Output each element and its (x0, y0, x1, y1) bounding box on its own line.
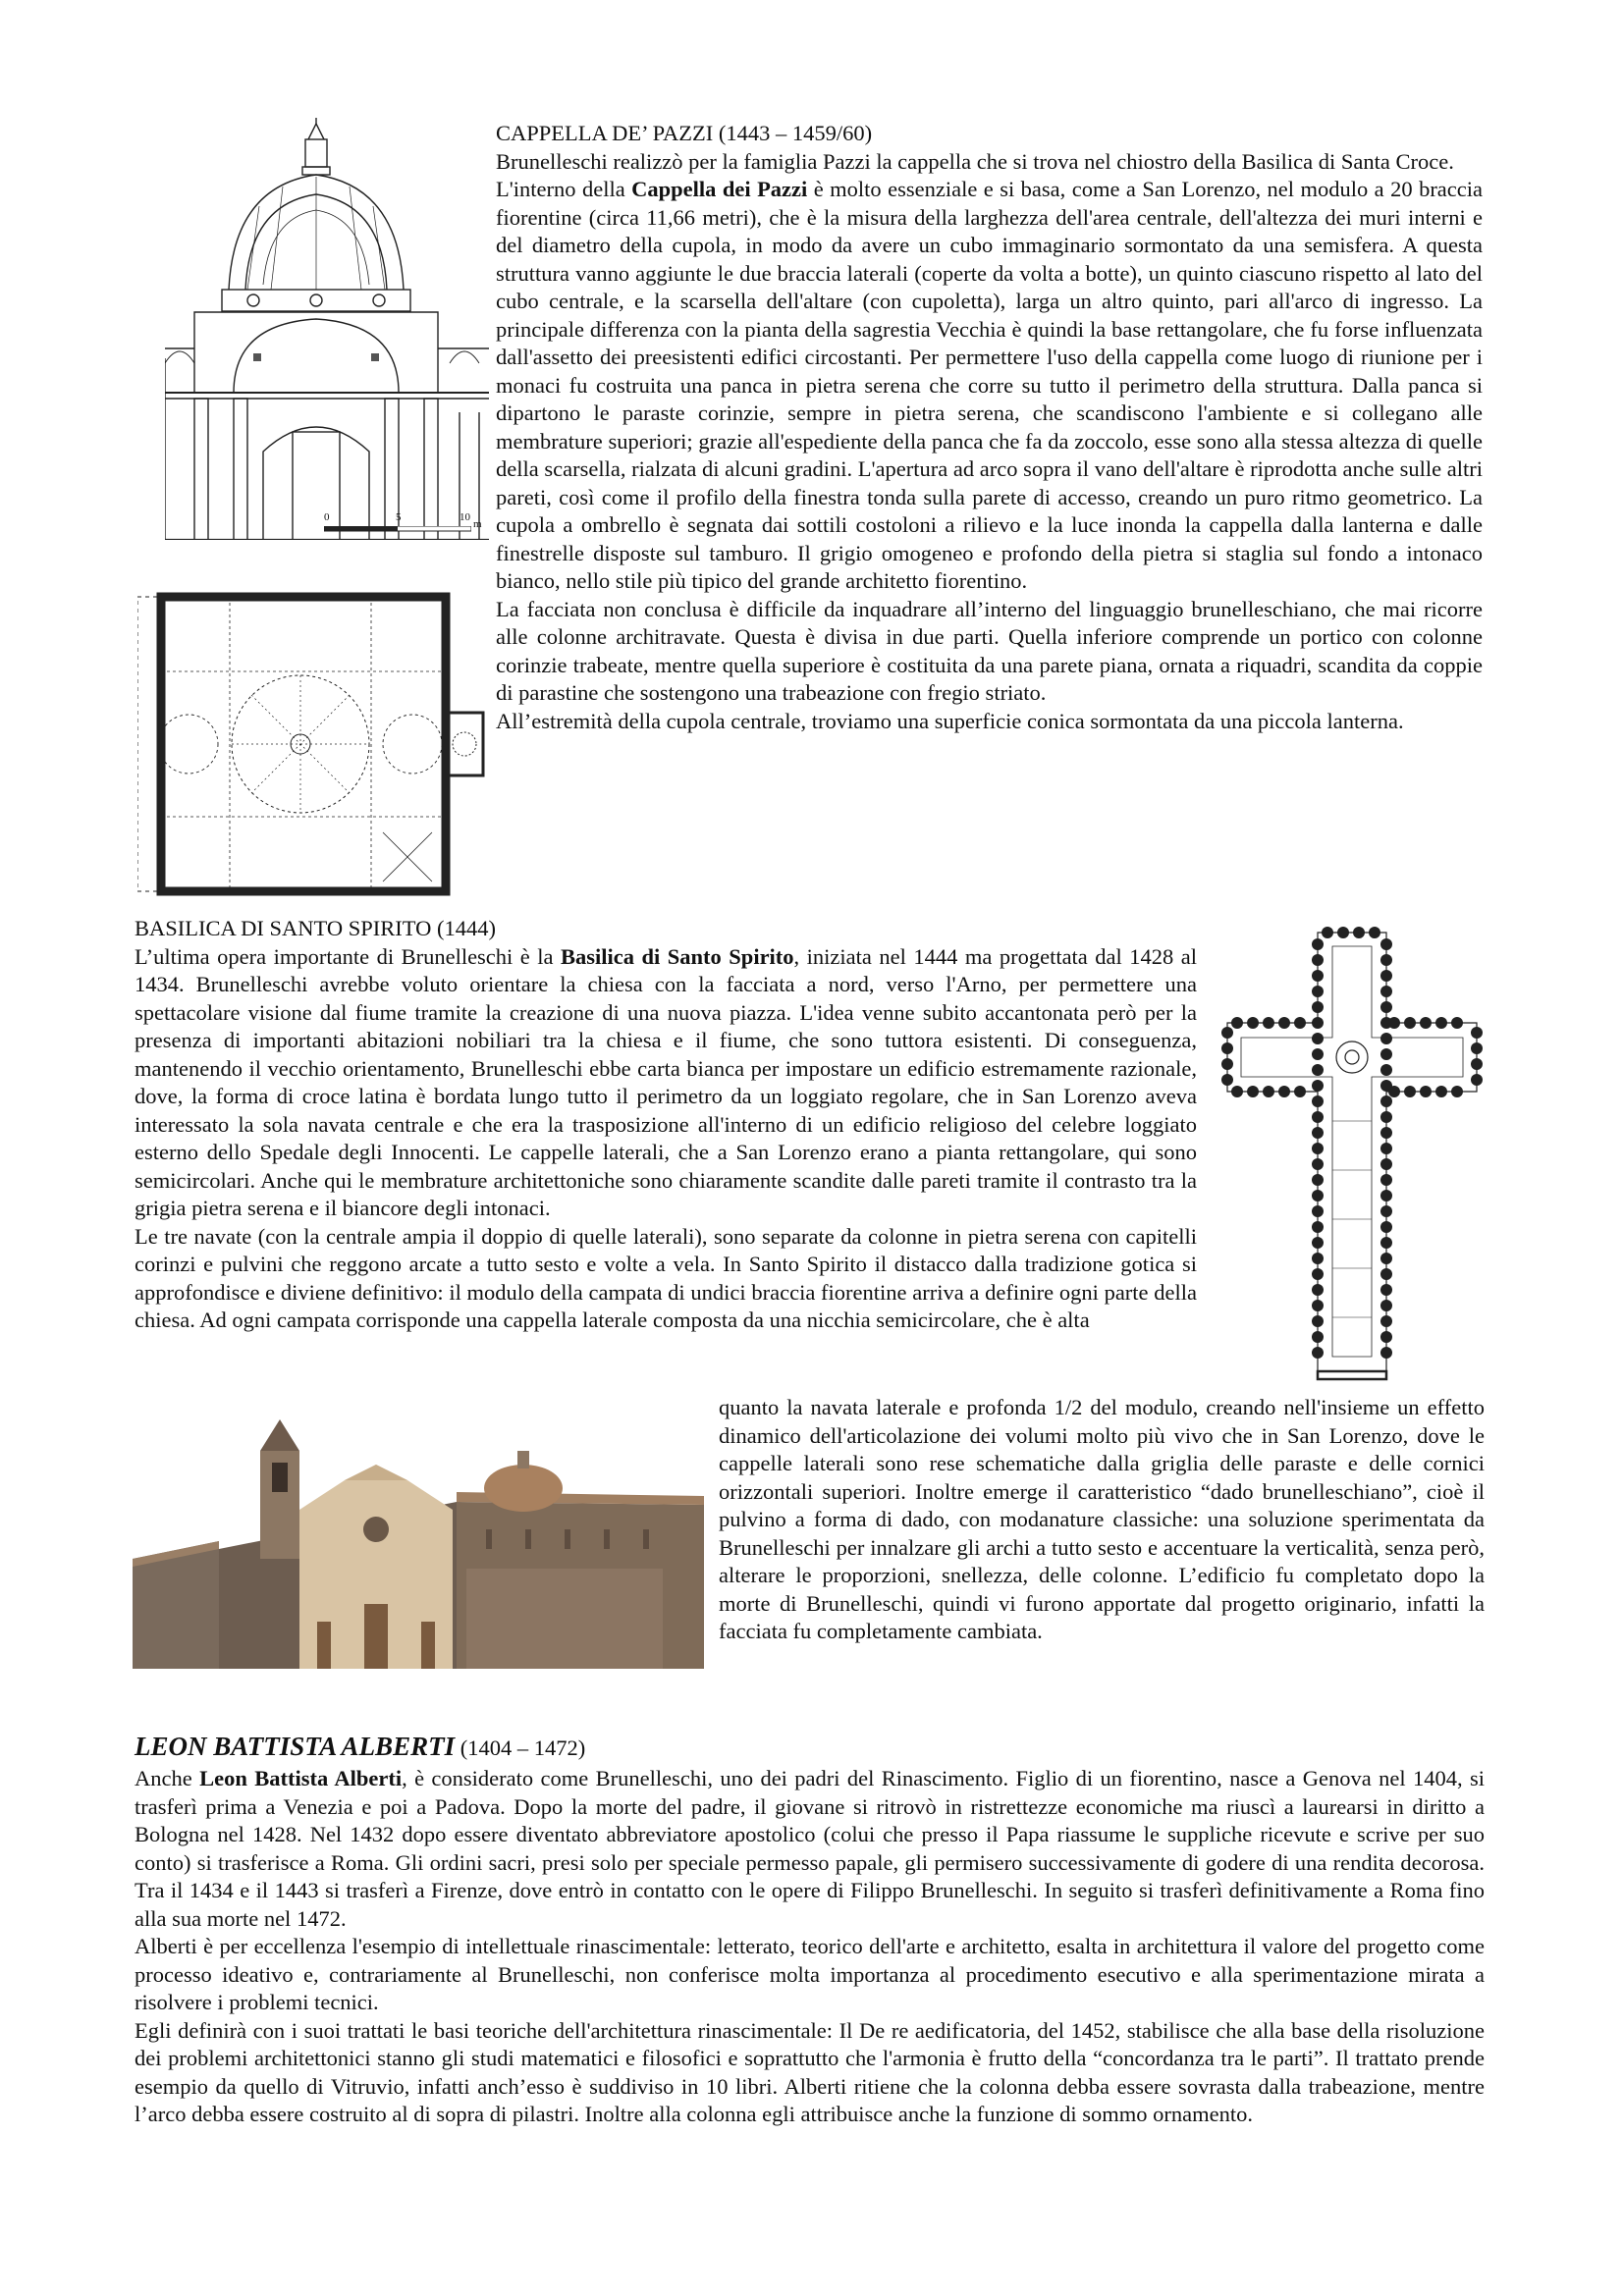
chapel-niche (1312, 1127, 1324, 1139)
chapel-niche (1312, 970, 1324, 982)
pazzi-paragraph-1: L'interno della Cappella dei Pazzi è molto essenziale e si basa, come a San Lorenzo, nel modulo a 20 braccia fiorentine (circa 11,66 metri), che è la misura della larghezza dell'area centrale, dell'altezza dei muri interni e del diametro della cupola, in modo da avere un cubo immaginario sormontato da una semisfera. A questa struttura vanno aggiunte le due braccia laterali (coperte da volta a botte), un quinto ciascuno rispetto al lato del cubo centrale, e la scarsella dell'altare (con cupoletta), larga un altro quinto, pari all'arco di ingresso. La principale differenza con la pianta della sagrestia Vecchia è quindi la base rettangolare, che fu forse influenzata dall'assetto dei preesistenti edifici circostanti. Per permettere l'uso della cappella come luogo di riunione per i monaci fu costruita una panca in pietra serena che corre su tutto il perimetro della struttura. Dalla panca si dipartono le paraste corinzie, sempre in pietra serena, che scandiscono l'ambiente e si collegano alle membrature superiori; grazie all'espediente della panca che fa da zoccolo, esse sono alla stessa altezza di quelle della scarsella, rialzata di alcuni gradini. L'apertura ad arco sopra il vano dell'altare è riprodotta anche sulle altri pareti, così come il profilo della finestra tonda sulla parete di accesso, creando un puro ritmo geometrico. La cupola a ombrello è segnata dai sottili costoloni a rilievo e la luce inonda la cappella dalla lanterna e dalle finestrelle disposte sul tamburo. Il grigio omogeneo e profondo della pietra si staglia sul fondo a intonaco bianco, nello stile più tipico del grande architetto fiorentino. (496, 177, 1484, 593)
chapel-niche (1451, 1017, 1463, 1029)
chapel-niche (1404, 1017, 1416, 1029)
chapel-niche (1471, 1074, 1483, 1086)
alberti-bold-name: Leon Battista Alberti (199, 1766, 403, 1790)
chapel-niche (1380, 1284, 1392, 1296)
chapel-niche (1380, 1064, 1392, 1076)
chapel-niche (1312, 986, 1324, 997)
chapel-niche (1312, 1268, 1324, 1280)
chapel-niche (1312, 1347, 1324, 1359)
chapel-niche (1294, 1017, 1306, 1029)
scale-label-unit: m (473, 518, 482, 530)
alberti-dates: (1404 – 1472) (455, 1735, 586, 1760)
chapel-niche (1380, 1190, 1392, 1201)
chapel-niche (1380, 1095, 1392, 1107)
chapel-niche (1312, 1048, 1324, 1060)
chapel-niche (1380, 986, 1392, 997)
chapel-niche (1312, 1111, 1324, 1123)
alberti-paragraph-2: Alberti è per eccellenza l'esempio di intellettuale rinascimentale: letterato, teorico dell'arte e architetto, esalta in architettura il valore del progetto come processo ideativo e, contrariamente al Brunelleschi, non conferisce molta importanza al procedimento esecutivo e alla sperimentazione mirata a risolvere i problemi tecnici. (135, 1934, 1485, 2014)
chapel-niche (1312, 1190, 1324, 1201)
chapel-niche (1471, 1042, 1483, 1054)
chapel-niche (1435, 1017, 1447, 1029)
chapel-niche (1312, 1033, 1324, 1044)
chapel-niche (1221, 1027, 1233, 1039)
chapel-niche (1420, 1017, 1432, 1029)
chapel-niche (1380, 1174, 1392, 1186)
chapel-niche (1278, 1086, 1290, 1097)
chapel-niche (1221, 1074, 1233, 1086)
chapel-niche (1380, 1158, 1392, 1170)
chapel-niche (1221, 1058, 1233, 1070)
chapel-niche (1312, 1300, 1324, 1311)
chapel-niche (1337, 927, 1349, 938)
chapel-niche (1247, 1086, 1259, 1097)
chapel-niche (1322, 927, 1333, 938)
chapel-niche (1380, 1237, 1392, 1249)
chapel-niche (1380, 1347, 1392, 1359)
chapel-niche (1294, 1086, 1306, 1097)
scale-label-5: 5 (396, 511, 402, 523)
chapel-niche (1312, 954, 1324, 966)
chapel-niche (1388, 1086, 1400, 1097)
chapel-niche (1263, 1017, 1274, 1029)
chapel-niche (1451, 1086, 1463, 1097)
chapel-niche (1420, 1086, 1432, 1097)
chapel-niche (1312, 1158, 1324, 1170)
spirito-photo (133, 1412, 704, 1669)
chapel-niche (1380, 1143, 1392, 1154)
alberti-paragraph-3: Egli definirà con i suoi trattati le basi teoriche dell'architettura rinascimentale: Il De re aedificatoria, del 1452, stabilisce che alla base della risoluzione dei problemi architettonici stanno gli studi matematici e filosofici e soprattutto che l'armonia è frutto della “concordanza tra le parti”. Il trattato prende esempio da quello di Vitruvio, infatti anch’esso è suddiviso in 10 libri. Alberti ritiene che la colonna debba essere sovrasta dalla trabeazione, mentre l’arco debba essere costruito al di sopra di pilastri. Inoltre alla colonna egli attribuisce anche la funzione di sommo ornamento. (135, 2017, 1485, 2126)
chapel-niche (1380, 1205, 1392, 1217)
spirito-paragraph-2: Le tre navate (con la centrale ampia il doppio di quelle laterali), sono separate da colonne in pietra serena con capitelli corinzi e pulvini che reggono arcate a tutto sesto e volte a vela. In Santo Spirito il distacco dalla tradizione gotica si approfondisce e diviene definitivo: il modulo della campata di undici braccia fiorentine arriva a definire ogni parte della chiesa. Ad ogni campata corrisponde una cappella laterale composta da una nicchia semicircolare, che è alta (135, 1223, 1197, 1332)
chapel-niche (1312, 1080, 1324, 1092)
pazzi-section-figure (165, 118, 489, 540)
chapel-niche (1369, 927, 1380, 938)
chapel-niche (1312, 1001, 1324, 1013)
chapel-niche (1247, 1017, 1259, 1029)
alberti-title: LEON BATTISTA ALBERTI (135, 1732, 456, 1761)
chapel-niche (1404, 1086, 1416, 1097)
chapel-niche (1380, 1111, 1392, 1123)
spirito-bold-name: Basilica di Santo Spirito (561, 943, 794, 969)
spirito-text-right (719, 1394, 1485, 1646)
chapel-niche (1380, 938, 1392, 950)
chapel-niche (1312, 1095, 1324, 1107)
chapel-niche (1380, 1268, 1392, 1280)
pazzi-heading: CAPPELLA DE’ PAZZI (1443 – 1459/60) (496, 121, 873, 145)
chapel-niche (1380, 954, 1392, 966)
chapel-niche (1435, 1086, 1447, 1097)
chapel-niche (1380, 1221, 1392, 1233)
chapel-niche (1221, 1042, 1233, 1054)
chapel-niche (1312, 1331, 1324, 1343)
chapel-niche (1471, 1058, 1483, 1070)
pazzi-intro: Brunelleschi realizzò per la famiglia Pazzi la cappella che si trova nel chiostro della Basilica di Santa Croce. (496, 148, 1454, 174)
spirito-paragraph-3: quanto la navata laterale e profonda 1/2 del modulo, creando nell'insieme un effetto dinamico dell'articolazione dei volumi molto più vivo che in San Lorenzo, dove le cappelle laterali sono rese schematiche dalla griglia delle paraste e delle cornici orizzontali superiori. Inoltre emerge il caratteristico “dado brunelleschiano”, cioè il pulvino a forma di dado, con modanature classiche: una soluzione sperimentata da Brunelleschi per innalzare gli archi a tutto sesto e accentuare la verticalità, senza però, alterare le proporzioni, snellezza, delle colonne. L’edificio fu completato dopo la morte di Brunelleschi, quindi vi furono apportate dal progetto originario, infatti la facciata fu completamente cambiata. (719, 1395, 1485, 1643)
chapel-niche (1380, 1127, 1392, 1139)
chapel-niche (1380, 1331, 1392, 1343)
chapel-niche (1312, 938, 1324, 950)
pazzi-plan-figure (137, 587, 489, 896)
chapel-niche (1380, 1315, 1392, 1327)
chapel-niche (1471, 1027, 1483, 1039)
chapel-niche (1380, 1300, 1392, 1311)
chapel-niche (1312, 1253, 1324, 1264)
spirito-paragraph-1: L’ultima opera importante di Brunelleschi è la Basilica di Santo Spirito, iniziata nel 1444 ma progettata dal 1428 al 1434. Brunelleschi avrebbe voluto orientare la chiesa con la facciata a nord, verso l'Arno, per permettere una spettacolare visione dal fiume tramite la creazione di una nuova piazza. L'idea venne subito accantonata però per la presenza di importanti abitazioni nobiliari tra la chiesa e il fiume, che sono tuttora esistenti. Di conseguenza, mantenendo il vecchio orientamento, Brunelleschi ebbe carta bianca per impostare un edificio estremamente razionale, dove, la forma di croce latina è bordata lungo tutto il perimetro da un loggiato regolare, che in San Lorenzo aveva interessato la sola navata centrale e che era la trasposizione all'interno di un edificio religioso del celebre loggiato esterno dello Spedale degli Innocenti. Le cappelle laterali, che a San Lorenzo erano a pianta rettangolare, qui sono semicircolari. Anche qui le membrature architettoniche sono chiaramente scandite dalle pareti tramite il contrasto tra la grigia pietra serena e il biancore degli intonaci. (135, 943, 1198, 1220)
chapel-niche (1380, 1253, 1392, 1264)
pazzi-paragraph-3: All’estremità della cupola centrale, troviamo una superficie conica sormontata da una piccola lanterna. (496, 708, 1404, 733)
chapel-niche (1312, 1221, 1324, 1233)
chapel-niche (1312, 1315, 1324, 1327)
chapel-niche (1380, 1001, 1392, 1013)
spirito-heading: BASILICA DI SANTO SPIRITO (1444) (135, 916, 496, 940)
chapel-niche (1312, 1237, 1324, 1249)
chapel-niche (1380, 1033, 1392, 1044)
chapel-niche (1380, 1048, 1392, 1060)
chapel-niche (1380, 970, 1392, 982)
chapel-niche (1312, 1017, 1324, 1029)
chapel-niche (1312, 1174, 1324, 1186)
chapel-niche (1312, 1064, 1324, 1076)
pazzi-text-block (496, 120, 1483, 735)
spirito-plan-figure (1219, 925, 1485, 1381)
alberti-paragraph-1: Anche Leon Battista Alberti, è considerato come Brunelleschi, uno dei padri del Rinascimento. Figlio di un fiorentino, nasce a Genova nel 1404, si trasferì prima a Venezia e poi a Padova. Dopo la morte del padre, il giovane si ritrovò in ristrettezze economiche ma riuscì a laurearsi in diritto a Bologna nel 1428. Nel 1432 dopo essere diventato abbreviatore apostolico (colui che presso il Papa riassume le suppliche ricevute e scrive per suo conto) si trasferisce a Roma. Gli ordini sacri, presi solo per speciale permesso papale, gli permisero successivamente di godere di una rendita decorosa. Tra il 1434 e il 1443 si trasferì a Firenze, dove entrò in contatto con le opere di Filippo Brunelleschi. In seguito si trasferì definitivamente a Roma fino alla sua morte nel 1472. (135, 1766, 1485, 1931)
chapel-niche (1388, 1017, 1400, 1029)
chapel-niche (1353, 927, 1365, 938)
pazzi-bold-name: Cappella dei Pazzi (631, 177, 808, 201)
chapel-niche (1312, 1205, 1324, 1217)
chapel-niche (1278, 1017, 1290, 1029)
chapel-niche (1312, 1143, 1324, 1154)
scale-label-10: 10 (460, 511, 470, 523)
chapel-niche (1312, 1284, 1324, 1296)
pazzi-paragraph-2: La facciata non conclusa è difficile da inquadrare all’interno del linguaggio brunelleschiano, che mai ricorre alle colonne architravate. Questa è divisa in due parti. Quella inferiore comprende un portico con colonne corinzie trabeate, mentre quella superiore è costituita da una parete piana, ornata a riquadri, scandita da coppie di parastine che sostengono una trabeazione con fregio striato. (496, 596, 1483, 705)
alberti-text-block (135, 1730, 1485, 2129)
scale-bar (324, 511, 482, 532)
chapel-niche (1231, 1086, 1243, 1097)
spirito-text-block (135, 915, 1197, 1335)
chapel-niche (1263, 1086, 1274, 1097)
alberti-heading (135, 1730, 1485, 1765)
scale-label-0: 0 (324, 511, 330, 523)
chapel-niche (1231, 1017, 1243, 1029)
